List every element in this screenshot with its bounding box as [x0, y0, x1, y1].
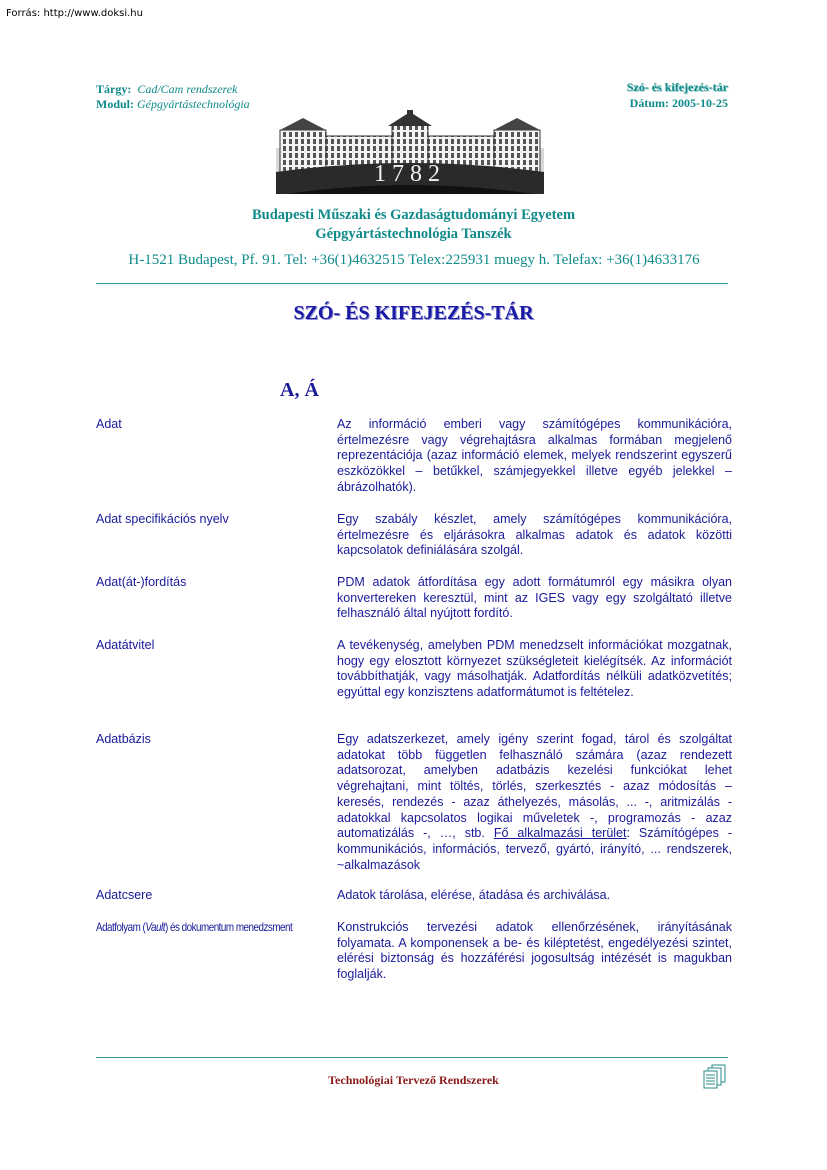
- entry-definition: PDM adatok átfordítása egy adott formátumról egy másikra olyan konvertereken keresztül, mint az IGES vagy egy szolgáltató illetve felhasználó által nyújtott fordító.: [337, 575, 732, 621]
- doc-title-small: Szó- és kifejezés-tár: [626, 80, 728, 94]
- subject-value: Cad/Cam rendszerek: [137, 82, 238, 96]
- entry-term: Adat(át-)fordítás: [96, 575, 187, 589]
- definition-link[interactable]: Fő alkalmazási terület: [493, 826, 627, 841]
- subject-label: Tárgy:: [96, 82, 132, 96]
- footer-text: Technológiai Tervező Rendszerek: [328, 1073, 499, 1087]
- entry-definition: Az információ emberi vagy számítógépes kommunikációra, értelmezésre vagy végrehajtásra alkalmas formában megjelenő reprezentációja (azaz információ elemek, melyek rendszerint egyszerű eszközökkel – betűkkel, számjegyekkel illetve egyéb jelekkel – ábrázolhatók).: [337, 417, 732, 494]
- entry-term: Adat: [96, 417, 122, 431]
- section-letter: A, Á: [280, 379, 319, 401]
- entry-term: Adatbázis: [96, 732, 151, 746]
- module-value: Gépgyártástechnológia: [137, 97, 250, 111]
- source-label: Forrás: http://www.doksi.hu: [6, 8, 143, 19]
- entry-term: Adatcsere: [96, 888, 153, 902]
- university-block: [0, 206, 827, 244]
- department-name: Gépgyártástechnológia Tanszék: [315, 226, 512, 242]
- entry-definition: A tevékenység, amelyben PDM menedzselt információkat mozgatnak, hogy egy elosztott környezet szükségleteit kielégítsék. Az információt továbbíthatják, vagy másolhatják. Adatfordítás nélküli adatközvetítés; egyúttal egy konzisztens adatformátumot is feltételez.: [337, 638, 732, 700]
- definition-text: Egy adatszerkezet, amely igény szerint fogad, tárol és szolgáltat adatokat több független felhasználó számára (azaz rendezett adatsorozat, amelyben adatbázis kezelési funkciókat lehet végrehajtani, mint töltés, törlés, szerkesztés - azaz módosítás – keresés, rendezés - azaz áthelyezés, másolás, ... -, aritmizálás - adatokkal kapcsolatos logikai műveletek -, programozás - azaz automatizálás -, …, stb.: [337, 732, 732, 841]
- footer-divider: [96, 1057, 728, 1058]
- logo-year: 1782: [374, 161, 446, 187]
- entry-term: Adatátvitel: [96, 638, 155, 652]
- entry-term: Adatfolyam (Vault) és dokumentum menedzsment: [96, 920, 293, 934]
- entry-definition: Egy szabály készlet, amely számítógépes kommunikációra, értelmezésre és eljárásokra alkalmas adatok és adatok közötti kapcsolatok definiálására szolgál.: [337, 512, 732, 558]
- header-left: [96, 82, 250, 112]
- header-right: [627, 79, 728, 111]
- module-label: Modul:: [96, 97, 135, 111]
- entry-term: Adat specifikációs nyelv: [96, 512, 229, 526]
- doc-date: Dátum: 2005-10-25: [629, 96, 728, 110]
- header-divider: [96, 283, 728, 284]
- entry-definition: Adatok tárolása, elérése, átadása és archiválása.: [337, 888, 611, 902]
- page-title: SZÓ- ÉS KIFEJEZÉS-TÁR: [293, 302, 534, 324]
- university-name: Budapesti Műszaki és Gazdaságtudományi Egyetem: [251, 207, 576, 223]
- entry-definition: [337, 732, 732, 873]
- address-line: H-1521 Budapest, Pf. 91. Tel: +36(1)4632515 Telex:225931 muegy h. Telefax: +36(1)4633176: [128, 252, 700, 268]
- entry-definition: Konstrukciós tervezési adatok ellenőrzésének, irányításának folyamata. A komponensek a be- és kiléptetést, engedélyezési szintet, elérési biztonság és hozzáférési jogosultság intézését is magukban foglalják.: [337, 920, 732, 982]
- university-building-logo: [276, 110, 544, 194]
- definition-text: : Számítógépes - kommunikációs, információs, tervező, gyártó, irányító, ... rendszerek, ~alkalmazások: [337, 826, 732, 872]
- pages-icon[interactable]: [703, 1064, 727, 1090]
